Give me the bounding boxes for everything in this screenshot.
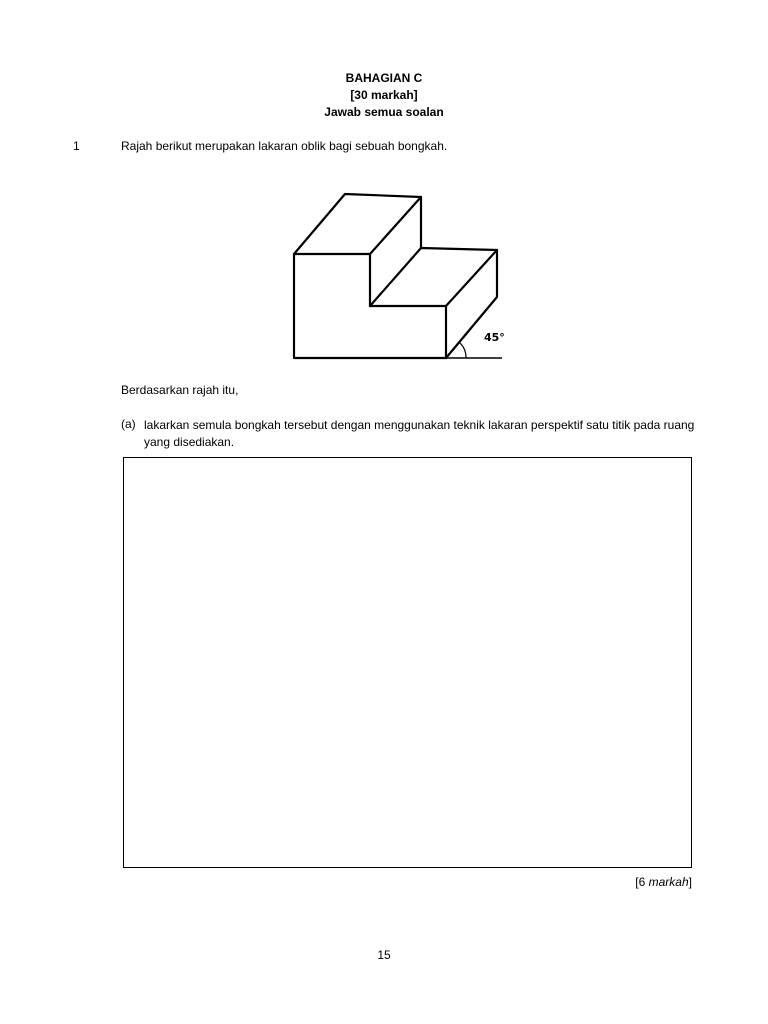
answer-space[interactable] — [123, 457, 692, 868]
block-lower-top — [370, 248, 497, 306]
marks-word: markah — [648, 875, 689, 889]
section-title: BAHAGIAN C — [345, 71, 423, 85]
angle-arc — [460, 343, 466, 358]
question-text: Rajah berikut merupakan lakaran oblik bagi sebuah bongkah. — [121, 139, 448, 153]
question-intro: Berdasarkan rajah itu, — [121, 383, 239, 397]
marks-close: ] — [688, 875, 692, 889]
page-number: 15 — [377, 948, 391, 962]
marks-open: [6 — [635, 875, 649, 889]
question-number: 1 — [73, 139, 80, 153]
section-instruction: Jawab semua soalan — [324, 105, 444, 119]
block-upper-top — [294, 194, 421, 254]
angle-label: 45° — [484, 331, 505, 344]
section-header — [0, 70, 768, 121]
part-a-label: (a) — [121, 417, 136, 431]
oblique-block-figure — [286, 188, 510, 364]
part-a-marks — [635, 875, 692, 889]
section-marks: [30 markah] — [350, 88, 418, 102]
part-a-text: lakarkan semula bongkah tersebut dengan menggunakan teknik lakaran perspektif satu titik pada ruang yang disediakan. — [144, 418, 695, 449]
